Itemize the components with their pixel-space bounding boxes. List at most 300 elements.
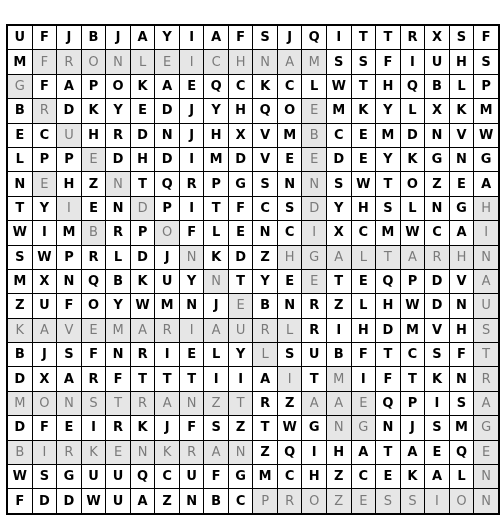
grid-cell-found[interactable]: T [106,391,130,415]
grid-cell[interactable]: L [351,294,376,318]
grid-cell[interactable]: B [7,99,32,123]
grid-cell[interactable]: T [179,367,203,391]
grid-cell[interactable]: D [32,489,57,514]
grid-cell-found[interactable]: R [425,245,449,269]
grid-cell[interactable]: O [277,99,302,123]
grid-cell[interactable]: I [425,391,449,415]
grid-cell[interactable]: C [277,465,302,489]
grid-cell-found[interactable]: N [228,440,252,464]
grid-cell-found[interactable]: N [302,172,326,196]
grid-cell-found[interactable]: N [474,245,499,269]
grid-cell[interactable]: J [179,99,203,123]
grid-cell[interactable]: M [326,99,351,123]
grid-cell-found[interactable]: R [130,391,155,415]
grid-cell-found[interactable]: A [277,50,302,74]
grid-cell[interactable]: Y [253,269,278,293]
grid-cell-found[interactable]: U [474,294,499,318]
grid-cell[interactable]: T [228,269,252,293]
grid-cell[interactable]: D [400,123,425,147]
grid-cell[interactable]: M [57,221,82,245]
grid-cell-found[interactable]: Z [204,391,229,415]
grid-cell-found[interactable]: K [7,318,32,342]
grid-cell[interactable]: W [7,465,32,489]
grid-cell-found[interactable]: I [32,440,57,464]
grid-cell[interactable]: G [425,147,449,171]
grid-cell[interactable]: C [228,74,252,98]
grid-cell[interactable]: D [7,416,32,440]
grid-cell[interactable]: P [57,147,82,171]
grid-cell[interactable]: F [376,367,401,391]
grid-cell-found[interactable]: T [228,391,252,415]
grid-cell-found[interactable]: A [326,391,351,415]
grid-cell-found[interactable]: E [302,99,326,123]
grid-cell-found[interactable]: E [228,294,252,318]
grid-cell[interactable]: F [376,50,401,74]
grid-cell[interactable]: F [106,367,130,391]
grid-cell[interactable]: E [277,147,302,171]
grid-cell[interactable]: G [228,465,252,489]
grid-cell[interactable]: I [204,367,229,391]
grid-cell[interactable]: K [400,147,425,171]
grid-cell[interactable]: W [130,294,155,318]
grid-cell[interactable]: Z [326,465,351,489]
grid-cell[interactable]: H [376,294,401,318]
grid-cell-found[interactable]: O [449,489,474,514]
grid-cell-found[interactable]: N [106,50,130,74]
grid-cell[interactable]: S [449,25,474,50]
grid-cell[interactable]: K [400,465,425,489]
grid-cell[interactable]: T [376,343,401,367]
grid-cell[interactable]: N [155,123,180,147]
grid-cell[interactable]: M [204,147,229,171]
grid-cell-found[interactable]: L [351,245,376,269]
grid-cell[interactable]: W [81,489,106,514]
grid-cell[interactable]: F [32,74,57,98]
grid-cell-found[interactable]: M [326,367,351,391]
grid-cell[interactable]: P [400,269,425,293]
grid-cell[interactable]: N [7,172,32,196]
grid-cell[interactable]: E [351,269,376,293]
grid-cell[interactable]: U [302,343,326,367]
grid-cell[interactable]: C [155,465,180,489]
grid-cell[interactable]: R [179,172,203,196]
grid-cell[interactable]: P [81,74,106,98]
grid-cell-found[interactable]: E [351,391,376,415]
grid-cell[interactable]: Q [130,465,155,489]
grid-cell[interactable]: T [376,172,401,196]
grid-cell-found[interactable]: H [277,245,302,269]
grid-cell[interactable]: W [400,294,425,318]
grid-cell[interactable]: R [106,123,130,147]
grid-cell[interactable]: Y [326,196,351,220]
grid-cell[interactable]: W [474,123,499,147]
grid-cell[interactable]: T [351,74,376,98]
grid-cell[interactable]: Y [376,147,401,171]
grid-cell-found[interactable]: L [130,50,155,74]
grid-cell[interactable]: C [277,74,302,98]
grid-cell[interactable]: W [277,416,302,440]
grid-cell-found[interactable]: N [204,269,229,293]
grid-cell[interactable]: V [425,318,449,342]
grid-cell-found[interactable]: L [253,343,278,367]
grid-cell[interactable]: N [449,294,474,318]
grid-cell-found[interactable]: E [474,440,499,464]
grid-cell[interactable]: L [7,147,32,171]
grid-cell-found[interactable]: N [474,465,499,489]
grid-cell[interactable]: D [228,245,252,269]
grid-cell[interactable]: Y [179,269,203,293]
grid-cell[interactable]: S [277,343,302,367]
grid-cell-found[interactable]: P [253,489,278,514]
grid-cell[interactable]: M [400,318,425,342]
grid-cell[interactable]: A [130,25,155,50]
grid-cell[interactable]: A [155,74,180,98]
grid-cell[interactable]: B [7,343,32,367]
grid-cell[interactable]: S [425,416,449,440]
grid-cell[interactable]: X [228,123,252,147]
grid-cell-found[interactable]: A [130,318,155,342]
grid-cell[interactable]: T [155,367,180,391]
grid-cell[interactable]: N [253,221,278,245]
grid-cell-found[interactable]: R [474,367,499,391]
grid-cell[interactable]: I [400,50,425,74]
grid-cell-found[interactable]: S [474,318,499,342]
grid-cell[interactable]: I [179,147,203,171]
grid-cell-found[interactable]: R [277,489,302,514]
grid-cell-found[interactable]: A [204,318,229,342]
grid-cell-found[interactable]: E [106,440,130,464]
grid-cell[interactable]: E [351,147,376,171]
grid-cell-found[interactable]: N [253,50,278,74]
grid-cell-found[interactable]: B [81,221,106,245]
grid-cell[interactable]: F [32,416,57,440]
grid-cell[interactable]: A [130,489,155,514]
grid-cell[interactable]: A [351,440,376,464]
grid-cell[interactable]: X [425,25,449,50]
grid-cell-found[interactable]: O [155,221,180,245]
grid-cell-found[interactable]: R [57,50,82,74]
grid-cell-found[interactable]: E [32,172,57,196]
grid-cell[interactable]: L [106,245,130,269]
grid-cell-found[interactable]: E [81,318,106,342]
grid-cell[interactable]: M [253,465,278,489]
grid-cell[interactable]: S [7,245,32,269]
grid-cell[interactable]: N [449,367,474,391]
grid-cell[interactable]: I [302,440,326,464]
grid-cell-found[interactable]: V [57,318,82,342]
grid-cell[interactable]: V [253,123,278,147]
grid-cell[interactable]: K [130,74,155,98]
grid-cell[interactable]: N [376,416,401,440]
grid-cell[interactable]: Q [302,25,326,50]
grid-cell[interactable]: C [400,343,425,367]
grid-cell[interactable]: M [7,269,32,293]
grid-cell-found[interactable]: I [179,50,203,74]
grid-cell[interactable]: T [351,25,376,50]
grid-cell-found[interactable]: H [228,50,252,74]
grid-cell-found[interactable]: L [277,318,302,342]
grid-cell[interactable]: K [81,99,106,123]
grid-cell-found[interactable]: A [474,391,499,415]
grid-cell[interactable]: V [449,123,474,147]
grid-cell[interactable]: J [400,416,425,440]
grid-cell-found[interactable]: I [57,196,82,220]
grid-cell[interactable]: Z [425,172,449,196]
grid-cell[interactable]: I [326,318,351,342]
grid-cell[interactable]: C [351,465,376,489]
grid-cell[interactable]: T [130,172,155,196]
grid-cell[interactable]: R [130,343,155,367]
grid-cell[interactable]: P [400,391,425,415]
grid-cell-found[interactable]: N [179,391,203,415]
grid-cell[interactable]: L [400,99,425,123]
grid-cell[interactable]: S [376,196,401,220]
grid-cell[interactable]: C [228,489,252,514]
grid-cell[interactable]: E [57,416,82,440]
grid-cell[interactable]: R [302,294,326,318]
grid-cell[interactable]: Z [253,245,278,269]
grid-cell[interactable]: U [106,465,130,489]
grid-cell[interactable]: G [302,416,326,440]
grid-cell[interactable]: J [155,245,180,269]
grid-cell-found[interactable]: A [302,391,326,415]
grid-cell[interactable]: D [130,123,155,147]
grid-cell[interactable]: Z [326,294,351,318]
grid-cell[interactable]: I [351,367,376,391]
grid-cell[interactable]: P [155,196,180,220]
grid-cell-found[interactable]: Z [326,489,351,514]
grid-cell[interactable]: F [449,343,474,367]
grid-cell[interactable]: D [57,489,82,514]
grid-cell-found[interactable]: I [179,318,203,342]
grid-cell[interactable]: D [106,147,130,171]
grid-cell-found[interactable]: E [81,147,106,171]
grid-cell[interactable]: Q [155,172,180,196]
grid-cell[interactable]: Z [155,489,180,514]
grid-cell-found[interactable]: N [474,489,499,514]
grid-cell[interactable]: T [253,416,278,440]
grid-cell[interactable]: K [351,99,376,123]
grid-cell[interactable]: E [228,221,252,245]
grid-cell[interactable]: I [81,416,106,440]
grid-cell[interactable]: K [425,367,449,391]
grid-cell[interactable]: B [204,489,229,514]
grid-cell[interactable]: V [449,269,474,293]
grid-cell[interactable]: D [326,147,351,171]
grid-cell[interactable]: E [179,343,203,367]
grid-cell[interactable]: E [351,123,376,147]
grid-cell-found[interactable]: R [179,440,203,464]
grid-cell-found[interactable]: S [376,489,401,514]
grid-cell-found[interactable]: B [7,440,32,464]
grid-cell[interactable]: D [155,99,180,123]
grid-cell[interactable]: N [425,123,449,147]
grid-cell[interactable]: R [106,416,130,440]
grid-cell[interactable]: I [155,343,180,367]
grid-cell[interactable]: L [302,74,326,98]
grid-cell[interactable]: W [326,74,351,98]
grid-cell[interactable]: H [376,74,401,98]
grid-cell[interactable]: W [351,172,376,196]
grid-cell[interactable]: N [179,294,203,318]
grid-cell-found[interactable]: A [400,245,425,269]
grid-cell[interactable]: W [400,221,425,245]
grid-cell-found[interactable]: A [155,391,180,415]
grid-cell[interactable]: E [449,172,474,196]
grid-cell[interactable]: H [449,50,474,74]
grid-cell[interactable]: V [253,147,278,171]
grid-cell[interactable]: S [253,172,278,196]
grid-cell-found[interactable]: H [474,196,499,220]
grid-cell[interactable]: U [81,465,106,489]
grid-cell[interactable]: M [7,50,32,74]
grid-cell[interactable]: F [32,25,57,50]
grid-cell[interactable]: P [32,147,57,171]
grid-cell-found[interactable]: N [179,245,203,269]
grid-cell[interactable]: B [253,294,278,318]
grid-cell[interactable]: J [155,416,180,440]
grid-cell[interactable]: Z [81,172,106,196]
grid-cell-found[interactable]: A [326,245,351,269]
grid-cell[interactable]: C [326,123,351,147]
grid-cell[interactable]: J [32,343,57,367]
grid-cell[interactable]: G [449,196,474,220]
grid-cell[interactable]: M [449,416,474,440]
grid-cell-found[interactable]: K [155,440,180,464]
grid-cell-found[interactable]: I [474,221,499,245]
grid-cell[interactable]: E [425,440,449,464]
grid-cell-found[interactable]: D [302,196,326,220]
grid-cell[interactable]: F [474,25,499,50]
grid-cell-found[interactable]: C [204,50,229,74]
grid-cell[interactable]: T [204,196,229,220]
grid-cell-found[interactable]: N [326,416,351,440]
grid-cell[interactable]: D [130,245,155,269]
grid-cell[interactable]: C [425,221,449,245]
grid-cell[interactable]: A [425,465,449,489]
grid-cell-found[interactable]: S [81,391,106,415]
grid-cell[interactable]: F [179,221,203,245]
grid-cell[interactable]: F [228,25,252,50]
grid-cell-found[interactable]: U [228,318,252,342]
grid-cell[interactable]: R [253,391,278,415]
grid-cell[interactable]: E [81,196,106,220]
grid-cell[interactable]: L [449,74,474,98]
grid-cell[interactable]: W [32,245,57,269]
grid-cell[interactable]: F [204,465,229,489]
grid-cell-found[interactable]: T [474,343,499,367]
grid-cell[interactable]: R [81,367,106,391]
grid-cell[interactable]: A [253,367,278,391]
grid-cell[interactable]: T [7,196,32,220]
grid-cell-found[interactable]: M [106,318,130,342]
grid-cell[interactable]: K [130,416,155,440]
grid-cell[interactable]: H [130,147,155,171]
grid-cell[interactable]: F [57,294,82,318]
grid-cell[interactable]: P [130,221,155,245]
grid-cell[interactable]: Y [106,294,130,318]
grid-cell-found[interactable]: G [474,416,499,440]
grid-cell[interactable]: J [277,25,302,50]
grid-cell[interactable]: C [32,123,57,147]
grid-cell[interactable]: W [7,221,32,245]
grid-cell[interactable]: Y [228,343,252,367]
grid-cell[interactable]: Z [253,440,278,464]
grid-cell[interactable]: R [302,318,326,342]
grid-cell[interactable]: Q [253,99,278,123]
grid-cell[interactable]: S [425,343,449,367]
grid-cell[interactable]: S [326,50,351,74]
grid-cell[interactable]: Q [400,74,425,98]
grid-cell[interactable]: X [425,99,449,123]
grid-cell[interactable]: Y [376,99,401,123]
grid-cell[interactable]: I [228,367,252,391]
grid-cell[interactable]: Q [376,391,401,415]
grid-cell[interactable]: B [425,74,449,98]
grid-cell[interactable]: S [351,50,376,74]
grid-cell[interactable]: F [7,489,32,514]
grid-cell[interactable]: K [130,269,155,293]
grid-cell-found[interactable]: I [277,367,302,391]
grid-cell[interactable]: F [351,343,376,367]
grid-cell[interactable]: M [277,123,302,147]
grid-cell-found[interactable]: A [204,440,229,464]
grid-cell-found[interactable]: B [302,123,326,147]
grid-cell[interactable]: D [57,99,82,123]
grid-cell[interactable]: L [449,465,474,489]
grid-cell[interactable]: K [449,99,474,123]
grid-cell-found[interactable]: A [474,269,499,293]
grid-cell[interactable]: E [179,74,203,98]
grid-cell[interactable]: L [204,343,229,367]
grid-cell[interactable]: N [106,343,130,367]
grid-cell[interactable]: F [228,196,252,220]
grid-cell-found[interactable]: E [302,269,326,293]
grid-cell[interactable]: Q [376,269,401,293]
grid-cell-found[interactable]: G [7,74,32,98]
grid-cell[interactable]: O [400,172,425,196]
grid-cell[interactable]: C [351,221,376,245]
grid-cell-found[interactable]: I [302,221,326,245]
grid-cell[interactable]: S [204,416,229,440]
grid-cell[interactable]: U [32,294,57,318]
grid-cell-found[interactable]: R [155,318,180,342]
grid-cell[interactable]: M [474,99,499,123]
grid-cell-found[interactable]: G [351,416,376,440]
grid-cell[interactable]: J [179,123,203,147]
grid-cell[interactable]: S [277,196,302,220]
grid-cell[interactable]: I [326,25,351,50]
grid-cell[interactable]: P [474,74,499,98]
grid-cell-found[interactable]: O [302,489,326,514]
grid-cell-found[interactable]: I [425,489,449,514]
grid-cell[interactable]: D [425,269,449,293]
grid-cell-found[interactable]: D [130,196,155,220]
grid-cell[interactable]: X [32,367,57,391]
grid-cell[interactable]: P [57,245,82,269]
grid-cell[interactable]: G [474,147,499,171]
grid-cell[interactable]: H [326,440,351,464]
grid-cell[interactable]: Z [277,391,302,415]
grid-cell[interactable]: D [376,318,401,342]
grid-cell-found[interactable]: T [376,245,401,269]
grid-cell[interactable]: S [326,172,351,196]
grid-cell[interactable]: Q [81,269,106,293]
grid-cell-found[interactable]: E [155,50,180,74]
grid-cell[interactable]: A [474,172,499,196]
grid-cell[interactable]: U [425,50,449,74]
grid-cell-found[interactable]: O [32,391,57,415]
